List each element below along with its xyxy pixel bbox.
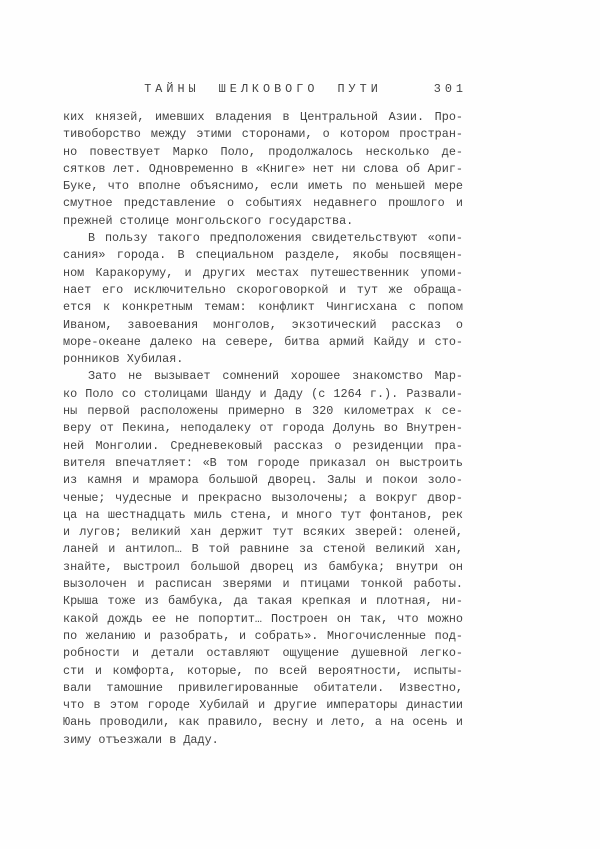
text-line: зиму отъезжали в Даду.: [63, 732, 219, 747]
text-line: смутное представление о событиях недавнего прошлого и: [63, 196, 463, 211]
text-line: ней Монголии. Средневековый рассказ о резиденции пра-: [63, 438, 463, 453]
text-line: В пользу такого предположения свидетельствуют «опи-: [88, 231, 463, 246]
text-line: что в этом городе Хубилай и другие императоры династии: [63, 698, 463, 713]
text-line: ланей и антилоп… В той равнине за стеной великий хан,: [63, 542, 463, 557]
text-line: робности и детали оставляют ощущение душевной легко-: [63, 646, 463, 661]
text-line: вали тамошние привилегированные обитатели. Известно,: [63, 680, 463, 695]
text-line: сти и комфорта, которые, по всей вероятности, испыты-: [63, 663, 463, 678]
text-line: ко Поло со столицами Шанду и Даду (с 1264 г.). Развали-: [63, 386, 463, 401]
text-line: из камня и мрамора большой дворец. Залы и покои золо-: [63, 473, 463, 488]
text-line: но повествует Марко Поло, продолжалось несколько де-: [63, 144, 463, 159]
text-line: прежней столице монгольского государства.: [63, 213, 354, 228]
text-line: ется к конкретным темам: конфликт Чингисхана с попом: [63, 300, 463, 315]
paragraph: [63, 109, 463, 230]
text-line: тивоборство между этими сторонами, о котором простран-: [63, 127, 463, 142]
text-line: вызолочен и расписан зверями и птицами тонкой работы.: [63, 577, 463, 592]
text-line: Буке, что вполне объяснимо, если иметь по меньшей мере: [63, 179, 463, 194]
page-number: 301: [433, 82, 467, 96]
text-line: Крыша тоже из бамбука, да такая крепкая и плотная, ни-: [63, 594, 463, 609]
paragraph: [63, 230, 463, 368]
running-head-title: ТАЙНЫ ШЕЛКОВОГО ПУТИ: [144, 82, 382, 96]
text-line: Иваном, завоевания монголов, экзотический рассказ о: [63, 317, 463, 332]
paragraph: [63, 368, 463, 749]
text-line: сания» города. В специальном разделе, якобы посвящен-: [63, 248, 463, 263]
text-line: сятков лет. Одновременно в «Книге» нет ни слова об Ариг-: [63, 161, 463, 176]
text-line: ких князей, имевших владения в Центральной Азии. Про-: [63, 110, 463, 124]
text-line: знайте, выстроил большой дворец из бамбука; внутри он: [63, 559, 463, 574]
text-line: Юань проводили, как правило, весну и лето, а на осень и: [63, 715, 463, 730]
running-head: [63, 82, 467, 97]
text-line: какой дождь ее не попортит… Построен он так, что можно: [63, 611, 463, 626]
text-line: веру от Пекина, неподалеку от города Долунь во Внутрен-: [63, 421, 463, 436]
body-text: [63, 109, 463, 749]
text-line: ронников Хубилая.: [63, 352, 184, 367]
text-line: по желанию и разобрать, и собрать». Многочисленные под-: [63, 628, 463, 643]
text-line: ном Каракоруму, и других местах путешественник упоми-: [63, 265, 463, 280]
text-line: ченые; чудесные и прекрасно вызолочены; а вокруг двор-: [63, 490, 463, 505]
text-line: вителя впечатляет: «В том городе приказал он выстроить: [63, 455, 463, 470]
text-line: ца на шестнадцать миль стена, и много тут фонтанов, рек: [63, 507, 463, 522]
text-line: нает его исключительно скороговоркой и тут же обраща-: [63, 282, 463, 297]
text-line: Зато не вызывает сомнений хорошее знакомство Мар-: [88, 369, 463, 384]
text-line: и лугов; великий хан держит тут всяких зверей: оленей,: [63, 525, 463, 540]
text-line: море-океане далеко на севере, битва армий Кайду и сто-: [63, 334, 463, 349]
text-line: ны первой расположены примерно в 320 километрах к се-: [63, 404, 463, 419]
